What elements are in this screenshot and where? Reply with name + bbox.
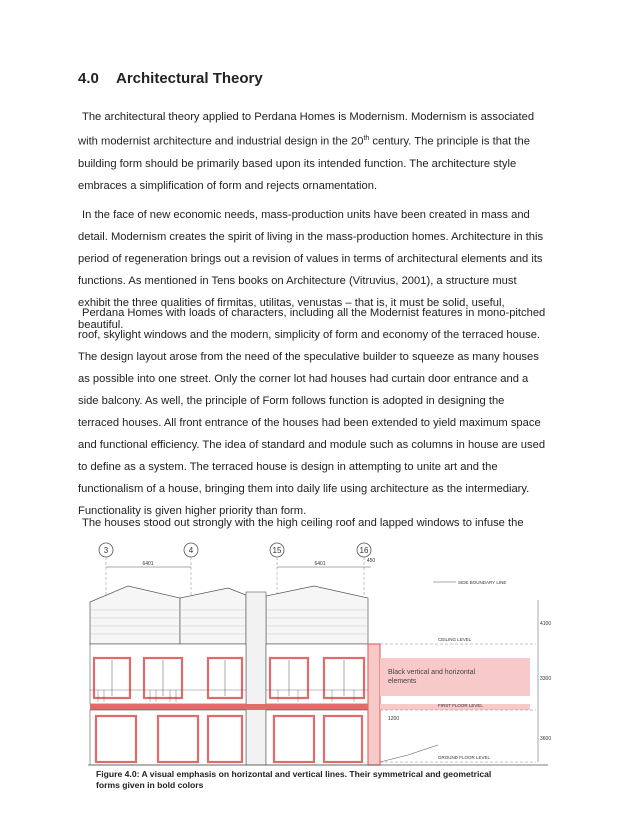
paragraph-1 xyxy=(78,106,548,197)
paragraph-3 xyxy=(78,302,548,522)
figure-caption xyxy=(96,769,546,791)
dimension-h2: 3300 xyxy=(540,676,552,682)
grid-label-16: 16 xyxy=(359,546,369,555)
dimension-span-a: 6401 xyxy=(142,561,154,567)
section-title: Architectural Theory xyxy=(116,70,263,87)
highlight-band-top xyxy=(380,658,530,696)
grid-label-4: 4 xyxy=(188,546,194,555)
party-wall xyxy=(246,592,266,765)
ground-floor xyxy=(90,710,368,765)
annotation-line-2: elements xyxy=(388,678,417,685)
ground-floor-level-label: GROUND FLOOR LEVEL xyxy=(438,755,491,760)
section-number: 4.0 xyxy=(78,70,99,87)
boundary-line-label: SIDE BOUNDARY LINE xyxy=(458,580,507,585)
section-heading xyxy=(78,70,263,87)
grid-label-3: 3 xyxy=(103,546,109,555)
superscript-th: th xyxy=(363,135,370,142)
annotation-line-1: Black vertical and horizontal xyxy=(388,669,476,676)
ceiling-level-label: CEILING LEVEL xyxy=(438,637,472,642)
upper-floor xyxy=(90,644,368,704)
floor-band xyxy=(90,704,368,710)
paragraph-2-text: In the face of new economic needs, mass-production units have been created in mass and detail. Modernism creates the spirit of living in the mass-production homes. Architecture in this period of regeneration brings out a revision of values in terms of architectural elements and its functions. As mentioned in Tens books on Architecture (Vitruvius, 2001), a structure must exhibit the three qualities of firmitas, utilitas, venustas – that is, it must be solid, useful, beautiful. xyxy=(78,209,544,331)
roof xyxy=(90,586,368,644)
first-floor-level-label: FIRST FLOOR LEVEL xyxy=(438,703,483,708)
paragraph-3-text: Perdana Homes with loads of characters, including all the Modernist features in mono-pitched roof, skylight windows and the modern, simplicity of form and economy of the terraced house. The design layout arose from the need of the speculative builder to squeeze as many houses as possible into one street. Only the corner lot had houses had curtain door entrance and a side balcony. As well, the principle of Form follows function is adopted in designing the terraced houses. All front entrance of the houses had been extended to yield maximum space and functional efficiency. The idea of standard and module such as columns in house are used to define as a system. The terraced house is design in attempting to unite art and the functionalism of a house, bringing them into daily life using architecture as the intermediary. Functionality is given higher priority than form. xyxy=(78,307,546,517)
figure-caption-line-1: Figure 4.0: A visual emphasis on horizontal and vertical lines. Their symmetrical and geometrical xyxy=(96,769,492,779)
grid-markers xyxy=(99,543,371,557)
paragraph-4-text: The houses stood out strongly with the high ceiling roof and lapped windows to infuse the xyxy=(82,517,524,529)
dimension-h3: 3600 xyxy=(540,736,552,742)
paragraph-1-text-a: The architectural theory applied to Perdana Homes is Modernism. Modernism is associated with modernist architecture and industrial design in the 20 xyxy=(78,111,535,148)
elevation-drawing xyxy=(88,540,552,765)
dimension-lower: 1200 xyxy=(388,716,400,722)
dimension-span-b: 6401 xyxy=(314,561,326,567)
paragraph-1-text-b: century. The principle is that the building form should be primarily based upon its intended function. The architecture style embraces a simplification of form and rejects ornamentation. xyxy=(78,135,530,192)
paragraph-4 xyxy=(78,512,548,534)
dimension-h1: 4100 xyxy=(540,621,552,627)
side-column xyxy=(368,644,380,765)
dimension-small: 450 xyxy=(366,558,376,564)
figure-caption-line-2: forms given in bold colors xyxy=(96,780,204,790)
grid-label-15: 15 xyxy=(272,546,282,555)
